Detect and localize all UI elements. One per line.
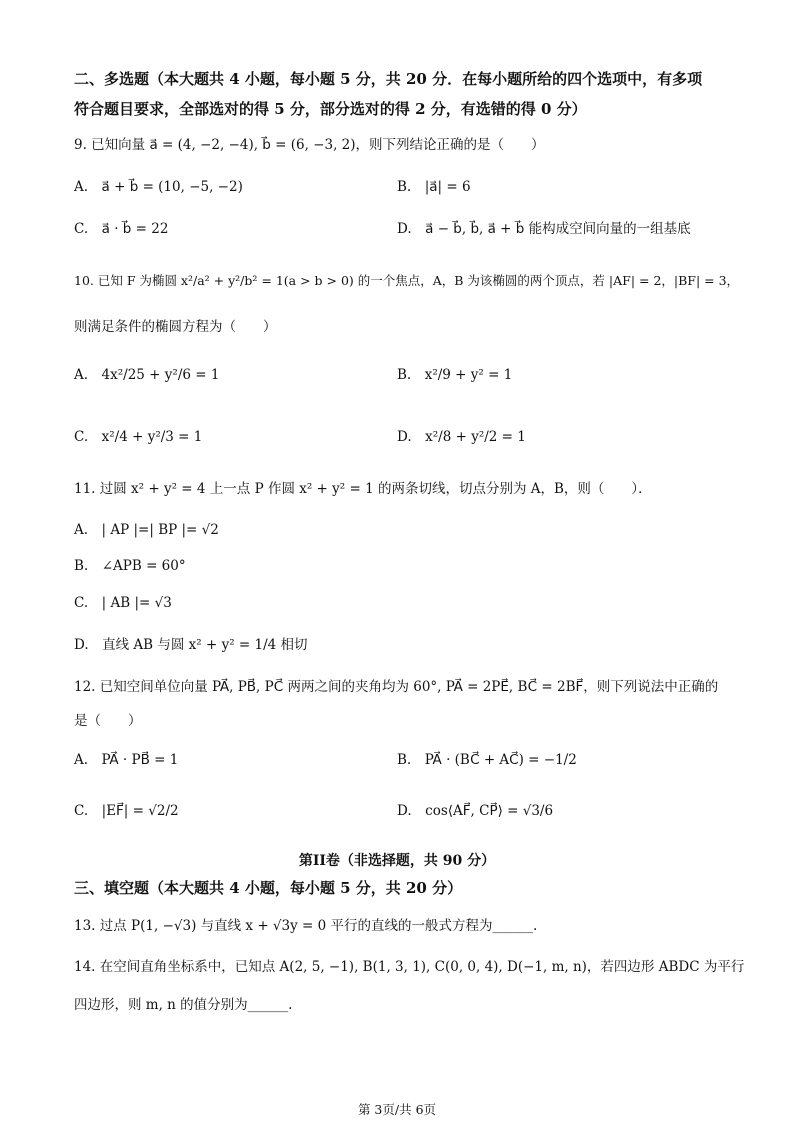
q12-option-b: B. PA⃗ · (BC⃗ + AC⃗) = −1/2 — [397, 752, 577, 768]
q11-option-d: D. 直线 AB 与圆 x² + y² = 1/4 相切 — [74, 637, 308, 653]
q12-stem-cont: 是（ ） — [74, 713, 142, 729]
q11-stem: 11. 过圆 x² + y² = 4 上一点 P 作圆 x² + y² = 1 的两条切线，切点分别为 A，B，则（ ）． — [74, 481, 652, 497]
q9-option-b: B. |a⃗| = 6 — [397, 179, 471, 195]
section2-title-line1: 二、多选题（本大题共 4 小题，每小题 5 分，共 20 分．在每小题所给的四个选项中，有多项 — [74, 70, 703, 88]
section2-title-line2: 符合题目要求，全部选对的得 5 分，部分选对的得 2 分，有选错的得 0 分） — [74, 100, 587, 118]
q11-option-c: C. | AB |= √3 — [74, 595, 172, 611]
q11-option-a: A. | AP |=| BP |= √2 — [74, 522, 219, 538]
q9-stem: 9. 已知向量 a⃗ = (4, −2, −4), b⃗ = (6, −3, 2)，则下列结论正确的是（ ） — [74, 137, 545, 153]
q12-stem: 12. 已知空间单位向量 PA⃗, PB⃗, PC⃗ 两两之间的夹角均为 60°, PA⃗ = 2PE⃗, BC⃗ = 2BF⃗，则下列说法中正确的 — [74, 679, 719, 695]
q10-option-c: C. x²/4 + y²/3 = 1 — [74, 429, 203, 445]
q9-option-d: D. a⃗ − b⃗, b⃗, a⃗ + b⃗ 能构成空间向量的一组基底 — [397, 221, 691, 237]
q10-option-d: D. x²/8 + y²/2 = 1 — [397, 429, 526, 445]
q10-option-a: A. 4x²/25 + y²/6 = 1 — [74, 367, 220, 383]
q9-option-c: C. a⃗ · b⃗ = 22 — [74, 221, 169, 237]
q13-stem: 13. 过点 P(1, −√3) 与直线 x + √3y = 0 平行的直线的一般式方程为______. — [74, 918, 538, 934]
q10-stem-cont: 则满足条件的椭圆方程为（ ） — [74, 319, 277, 335]
q14-stem: 14. 在空间直角坐标系中，已知点 A(2, 5, −1), B(1, 3, 1), C(0, 0, 4), D(−1, m, n)，若四边形 ABDC 为平行 — [74, 959, 745, 975]
q10-stem: 10. 已知 F 为椭圆 x²/a² + y²/b² = 1(a > b > 0) 的一个焦点，A，B 为该椭圆的两个顶点，若 |AF| = 2，|BF| = 3， — [74, 273, 740, 288]
q12-option-d: D. cos⟨AF⃗, CP⃗⟩ = √3/6 — [397, 803, 554, 819]
q11-option-b: B. ∠APB = 60° — [74, 558, 186, 574]
part2-title: 第II卷（非选择题，共 90 分） — [298, 853, 496, 869]
q12-option-a: A. PA⃗ · PB⃗ = 1 — [74, 752, 179, 768]
page-footer: 第 3页/共 6页 — [357, 1102, 437, 1117]
q14-stem-cont: 四边形，则 m, n 的值分别为______. — [74, 997, 293, 1013]
section3-title: 三、填空题（本大题共 4 小题，每小题 5 分，共 20 分） — [74, 879, 463, 897]
q9-option-a: A. a⃗ + b⃗ = (10, −5, −2) — [74, 179, 243, 195]
q12-option-c: C. |EF⃗| = √2/2 — [74, 803, 179, 819]
q10-option-b: B. x²/9 + y² = 1 — [397, 367, 513, 383]
